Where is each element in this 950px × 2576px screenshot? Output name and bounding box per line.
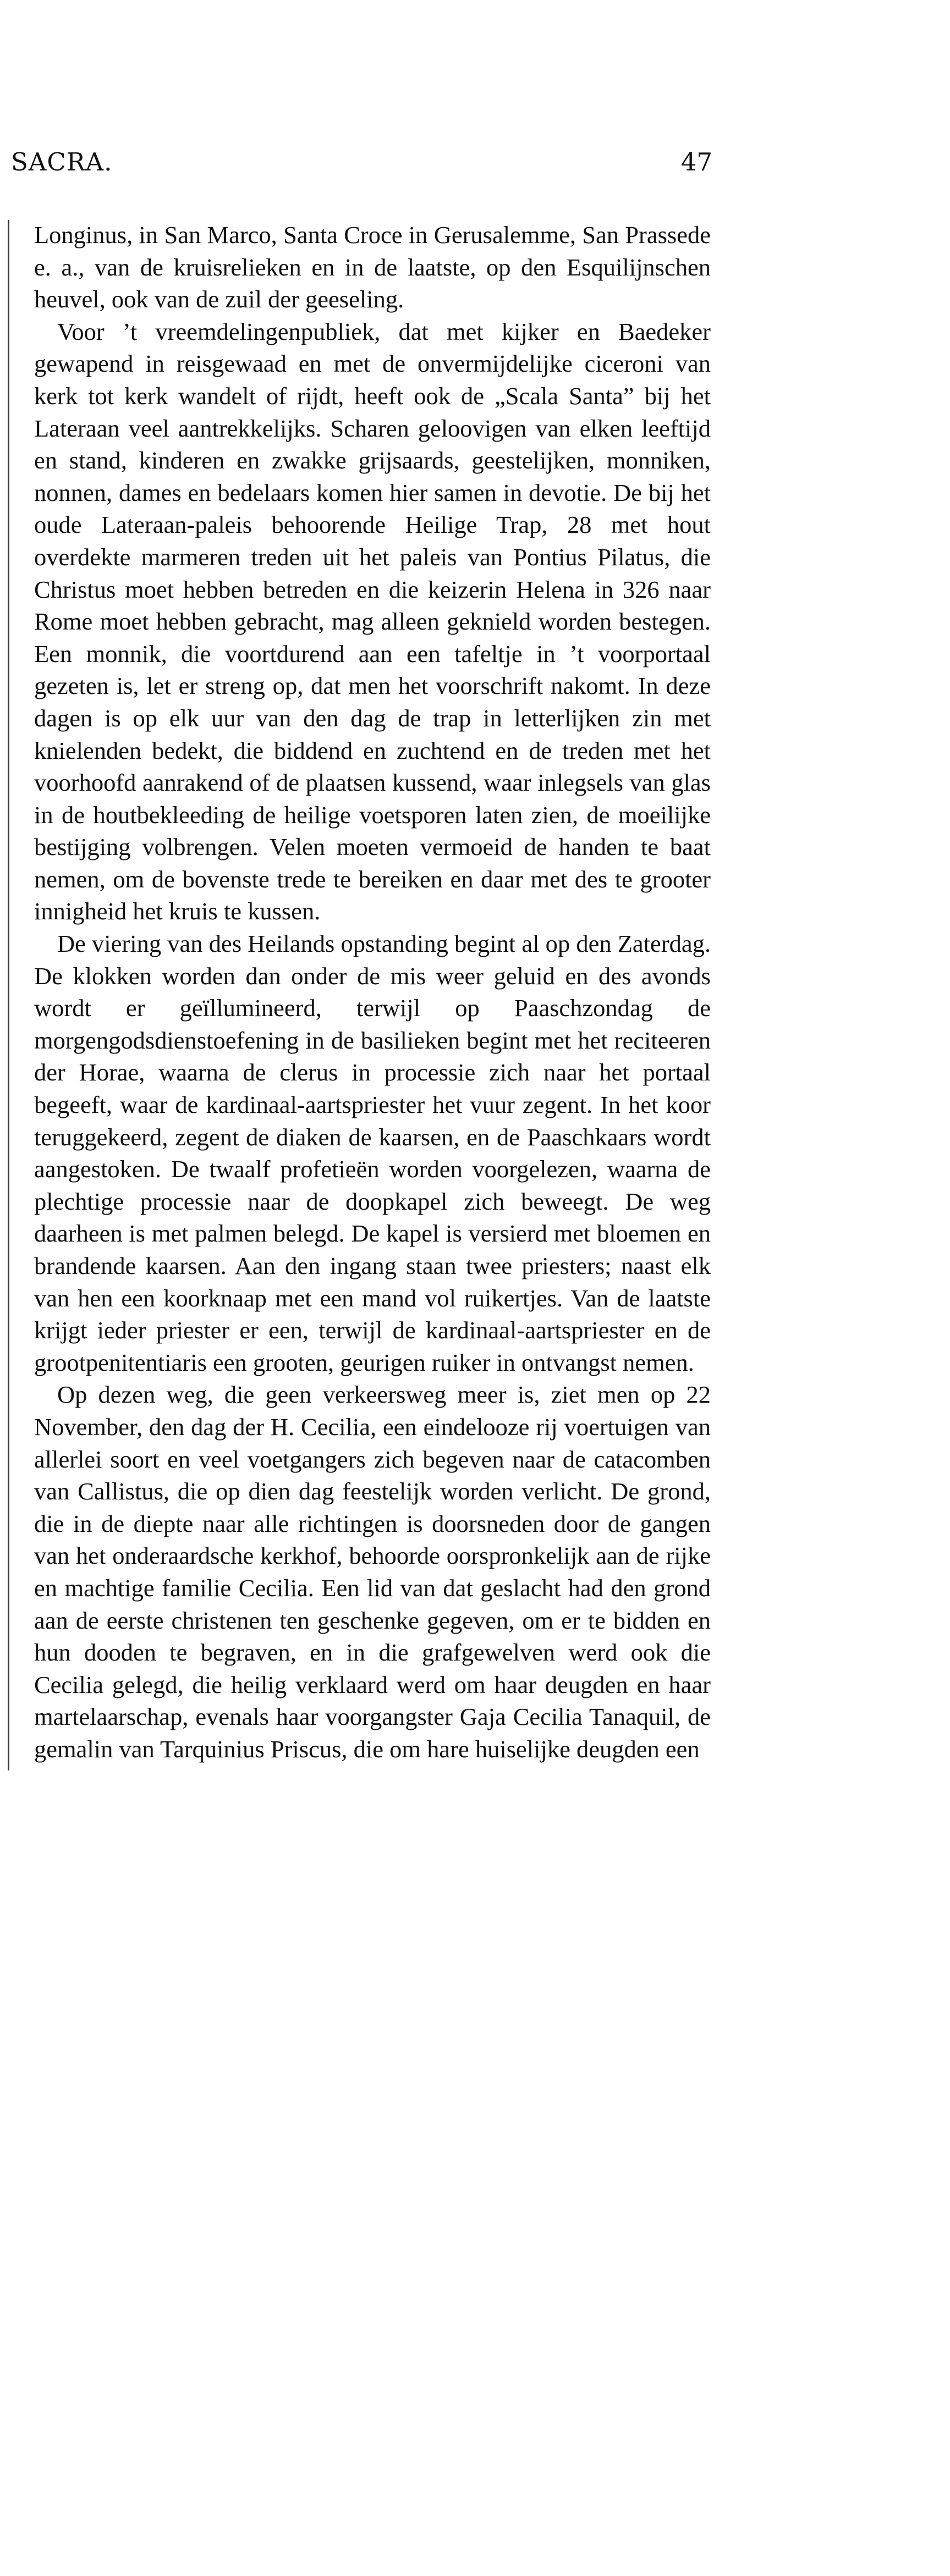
paragraph: Op dezen weg, die geen verkeersweg meer is, ziet men op 22 November, den dag der H. Cecilia, een eindelooze rij voertuigen van allerlei soort en veel voetgangers zich begeven naar de catacomben van Callistus, die op dien dag feestelijk worden verlicht. De grond, die in de diepte naar alle richtingen is doorsneden door de gangen van het onderaardsche kerkhof, behoorde oorspronkelijk aan de rijke en machtige familie Cecilia. Een lid van dat geslacht had den grond aan de eerste christenen ten geschenke gegeven, om er te bidden en hun dooden te begraven, en in die grafgewelven werd ook die Cecilia gelegd, die heilig verklaard werd om haar deugden en haar martelaarschap, evenals haar voorgangster Gaja Cecilia Tanaquil, de gemalin van Tarquinius Priscus, die om hare huiselijke deugden een <box>34 1381 711 1763</box>
margin-rule <box>8 220 9 1770</box>
paragraph: Voor ’t vreemdelingenpubliek, dat met kijker en Baedeker gewapend in reisgewaad en met de onvermijdelijke ciceroni van kerk tot kerk wandelt of rijdt, heeft ook de „Scala Santa” bij het Lateraan veel aantrekkelijks. Scharen geloovigen van elken leeftijd en stand, kinderen en zwakke grijsaards, geestelijken, monniken, nonnen, dames en bedelaars komen hier samen in devotie. De bij het oude Lateraan-paleis behoorende Heilige Trap, 28 met hout overdekte marmeren treden uit het paleis van Pontius Pilatus, die Christus moet hebben betreden en die keizerin Helena in 326 naar Rome moet hebben gebracht, mag alleen geknield worden bestegen. Een monnik, die voortdurend aan een tafeltje in ’t voorportaal gezeten is, let er streng op, dat men het voorschrift nakomt. In deze dagen is op elk uur van den dag de trap in letterlijken zin met knielenden bedekt, die biddend en zuchtend en de treden met het voorhoofd aanrakend of de plaatsen kussend, waar inlegsels van glas in de houtbekleeding de heilige voetsporen laten zien, de moeilijke bestijging volbrengen. Velen moeten vermoeid de handen te baat nemen, om de bovenste trede te bereiken en daar met des te grooter innigheid het kruis te kussen. <box>34 317 711 925</box>
body-text <box>34 219 711 1766</box>
page-number: 47 <box>680 147 712 176</box>
page-header <box>11 146 712 179</box>
paragraph: De viering van des Heilands opstanding begint al op den Zaterdag. De klokken worden dan onder de mis weer geluid en des avonds wordt er geïllumineerd, terwijl op Paaschzondag de morgengodsdienstoefening in de basilieken begint met het reciteeren der Horae, waarna de clerus in processie zich naar het portaal begeeft, waar de kardinaal-aartspriester het vuur zegent. In het koor teruggekeerd, zegent de diaken de kaarsen, en de Paaschkaars wordt aangestoken. De twaalf profetieën worden voorgelezen, waarna de plechtige processie naar de doopkapel zich beweegt. De weg daarheen is met palmen belegd. De kapel is versierd met bloemen en brandende kaarsen. Aan den ingang staan twee priesters; naast elk van hen een koorknaap met een mand vol ruikertjes. Van de laatste krijgt ieder priester er een, terwijl de kardinaal-aartspriester en de grootpenitentiaris een grooten, geurigen ruiker in ontvangst nemen. <box>34 930 711 1376</box>
paragraph: Longinus, in San Marco, Santa Croce in Gerusalemme, San Prassede e. a., van de kruisrelieken en in de laatste, op den Esquilijnschen heuvel, ook van de zuil der geeseling. <box>34 221 711 313</box>
running-head: SACRA. <box>11 147 113 176</box>
